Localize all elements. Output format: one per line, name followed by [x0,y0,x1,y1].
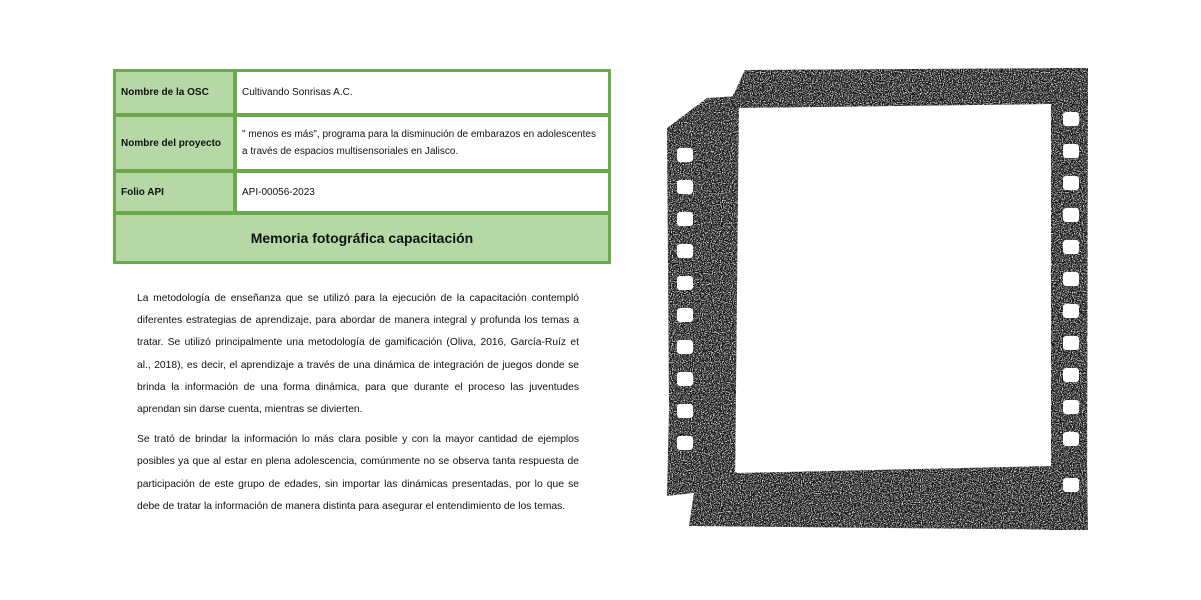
table-row [116,117,608,169]
section-title: Memoria fotográfica capacitación [116,215,608,261]
table-row [116,72,608,113]
osc-name-value: Cultivando Sonrisas A.C. [237,72,608,113]
project-name-value: " menos es más", programa para la disminución de embarazos en adolescentes a través de espacios multisensoriales en Jalisco. [237,117,608,169]
table-row [116,173,608,211]
film-strip-frame-icon [667,68,1089,532]
paragraph-methodology: La metodología de enseñanza que se utilizó para la ejecución de la capacitación contempló diferentes estrategias de aprendizaje, para abordar de manera integral y profunda los temas a tratar. Se utilizó principalmente una metodología de gamificación (Oliva, 2016, García-Ruíz et al., 2018), es decir, el aprendizaje a través de una dinámica de integración de juegos donde se brinda la información de una forma dinámica, para que durante el proceso las juventudes aprendan sin darse cuenta, mientras se divierten. [137,293,579,416]
project-name-label: Nombre del proyecto [116,117,233,169]
project-info-table [113,69,611,264]
folio-label: Folio API [116,173,233,211]
body-text [137,288,579,526]
folio-value: API-00056-2023 [237,173,608,211]
osc-name-label: Nombre de la OSC [116,72,233,113]
paragraph-information: Se trató de brindar la información lo más clara posible y con la mayor cantidad de ejemplos posibles ya que al estar en plena adolescencia, comúnmente no se observa tanta respuesta de participación de este grupo de edades, sin importar las dinámicas presentadas, por lo que se debe de tratar la información de manera distinta para asegurar el entendimiento de los temas. [137,434,579,512]
